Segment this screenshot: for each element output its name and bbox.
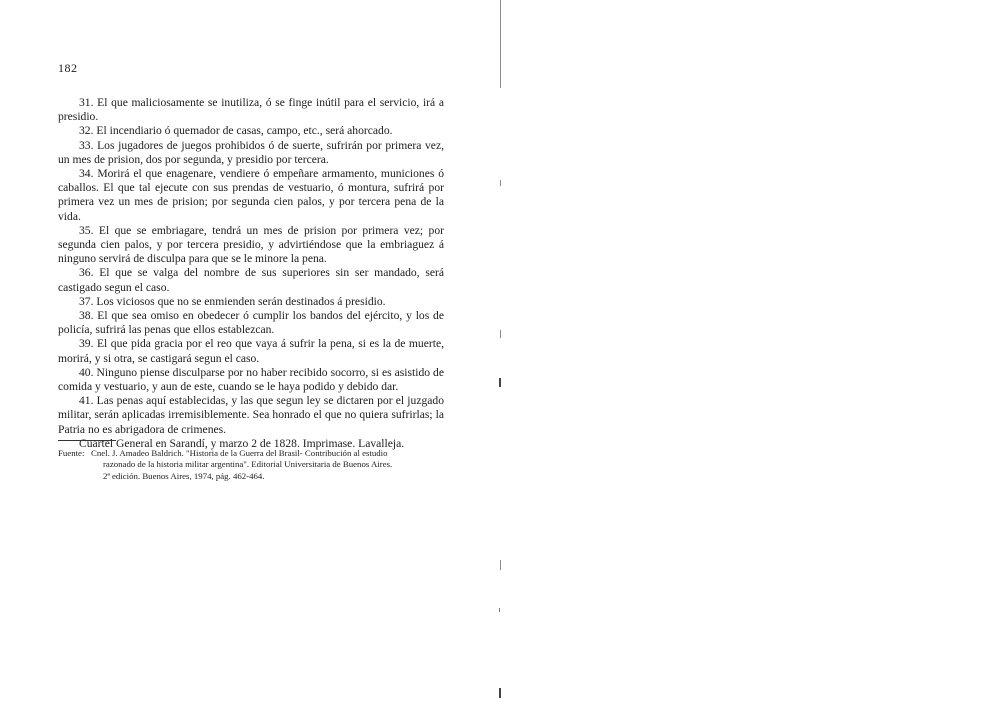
article-37: 37. Los viciosos que no se enmienden serán destinados á presidio. [79,294,386,308]
article-31: 31. El que maliciosamente se inutiliza, ó se finge inútil para el servicio, irá a presidio. [58,96,444,124]
footnote-divider [58,440,116,441]
scan-mark [499,608,500,612]
source-citation [91,448,458,482]
book-gutter [500,0,501,707]
source-line: razonado de la historia militar argentina". Editorial Universitaria de Buenos Aires. [103,459,393,470]
source-note [58,448,458,482]
article-40: 40. Ninguno piense disculparse por no haber recibido socorro, si es asistido de comida y vestuario, y aun de este, cuando se le haya podido y debido dar. [58,365,444,394]
article-list [58,96,444,451]
source-line: Cnel. J. Amadeo Baldrich. "Historia de la Guerra del Brasil- Contribución al estudio [91,448,388,458]
source-line: 2ª edición. Buenos Aires, 1974, pág. 462-464. [103,470,265,481]
article-39: 39. El que pida gracia por el reo que vaya á sufrir la pena, si es la de muerte, morirá, y si otra, se castigará segun el caso. [58,337,444,365]
gutter-line [500,330,501,338]
gutter-line [500,0,501,88]
article-32: 32. El incendiario ó quemador de casas, campo, etc., será ahorcado. [79,124,393,138]
scan-mark [499,688,501,698]
article-36: 36. El que se valga del nombre de sus superiores sin ser mandado, será castigado segun el caso. [58,266,444,294]
gutter-line [500,180,501,186]
scan-mark [499,378,501,387]
signature-line: Cuartel General en Sarandí, y marzo 2 de 1828. Imprimase. Lavalleja. [79,436,405,450]
source-label: Fuente: [58,448,85,458]
article-35: 35. El que se embriagare, tendrá un mes de prision por primera vez; por segunda cien palos, y por tercera presidio, y advirtiéndose que la embriaguez á ninguno servirá de disculpa para que se le minore la pena. [58,223,444,266]
article-33: 33. Los jugadores de juegos prohibidos ó de suerte, sufrirán por primera vez, un mes de prision, dos por segunda, y presidio por tercera. [58,138,444,166]
article-38: 38. El que sea omiso en obedecer ó cumplir los bandos del ejército, y los de policía, sufrirá las penas que ellos establezcan. [58,309,444,337]
gutter-line [500,560,501,570]
page-number: 182 [58,61,78,75]
article-41: 41. Las penas aquí establecidas, y las que segun ley se dictaren por el juzgado militar, serán aplicadas irremisiblemente. Sea honrado el que no quiera sufrirlas; la Patria no es abrigadora de crimenes. [58,394,444,436]
article-34: 34. Morirá el que enagenare, vendiere ó empeñare armamento, municiones ó caballos. El que tal ejecute con sus prendas de vestuario, ó montura, sufrirá por primera vez un mes de prision; por segunda cien palos, y por tercera pena de la vida. [58,167,444,223]
